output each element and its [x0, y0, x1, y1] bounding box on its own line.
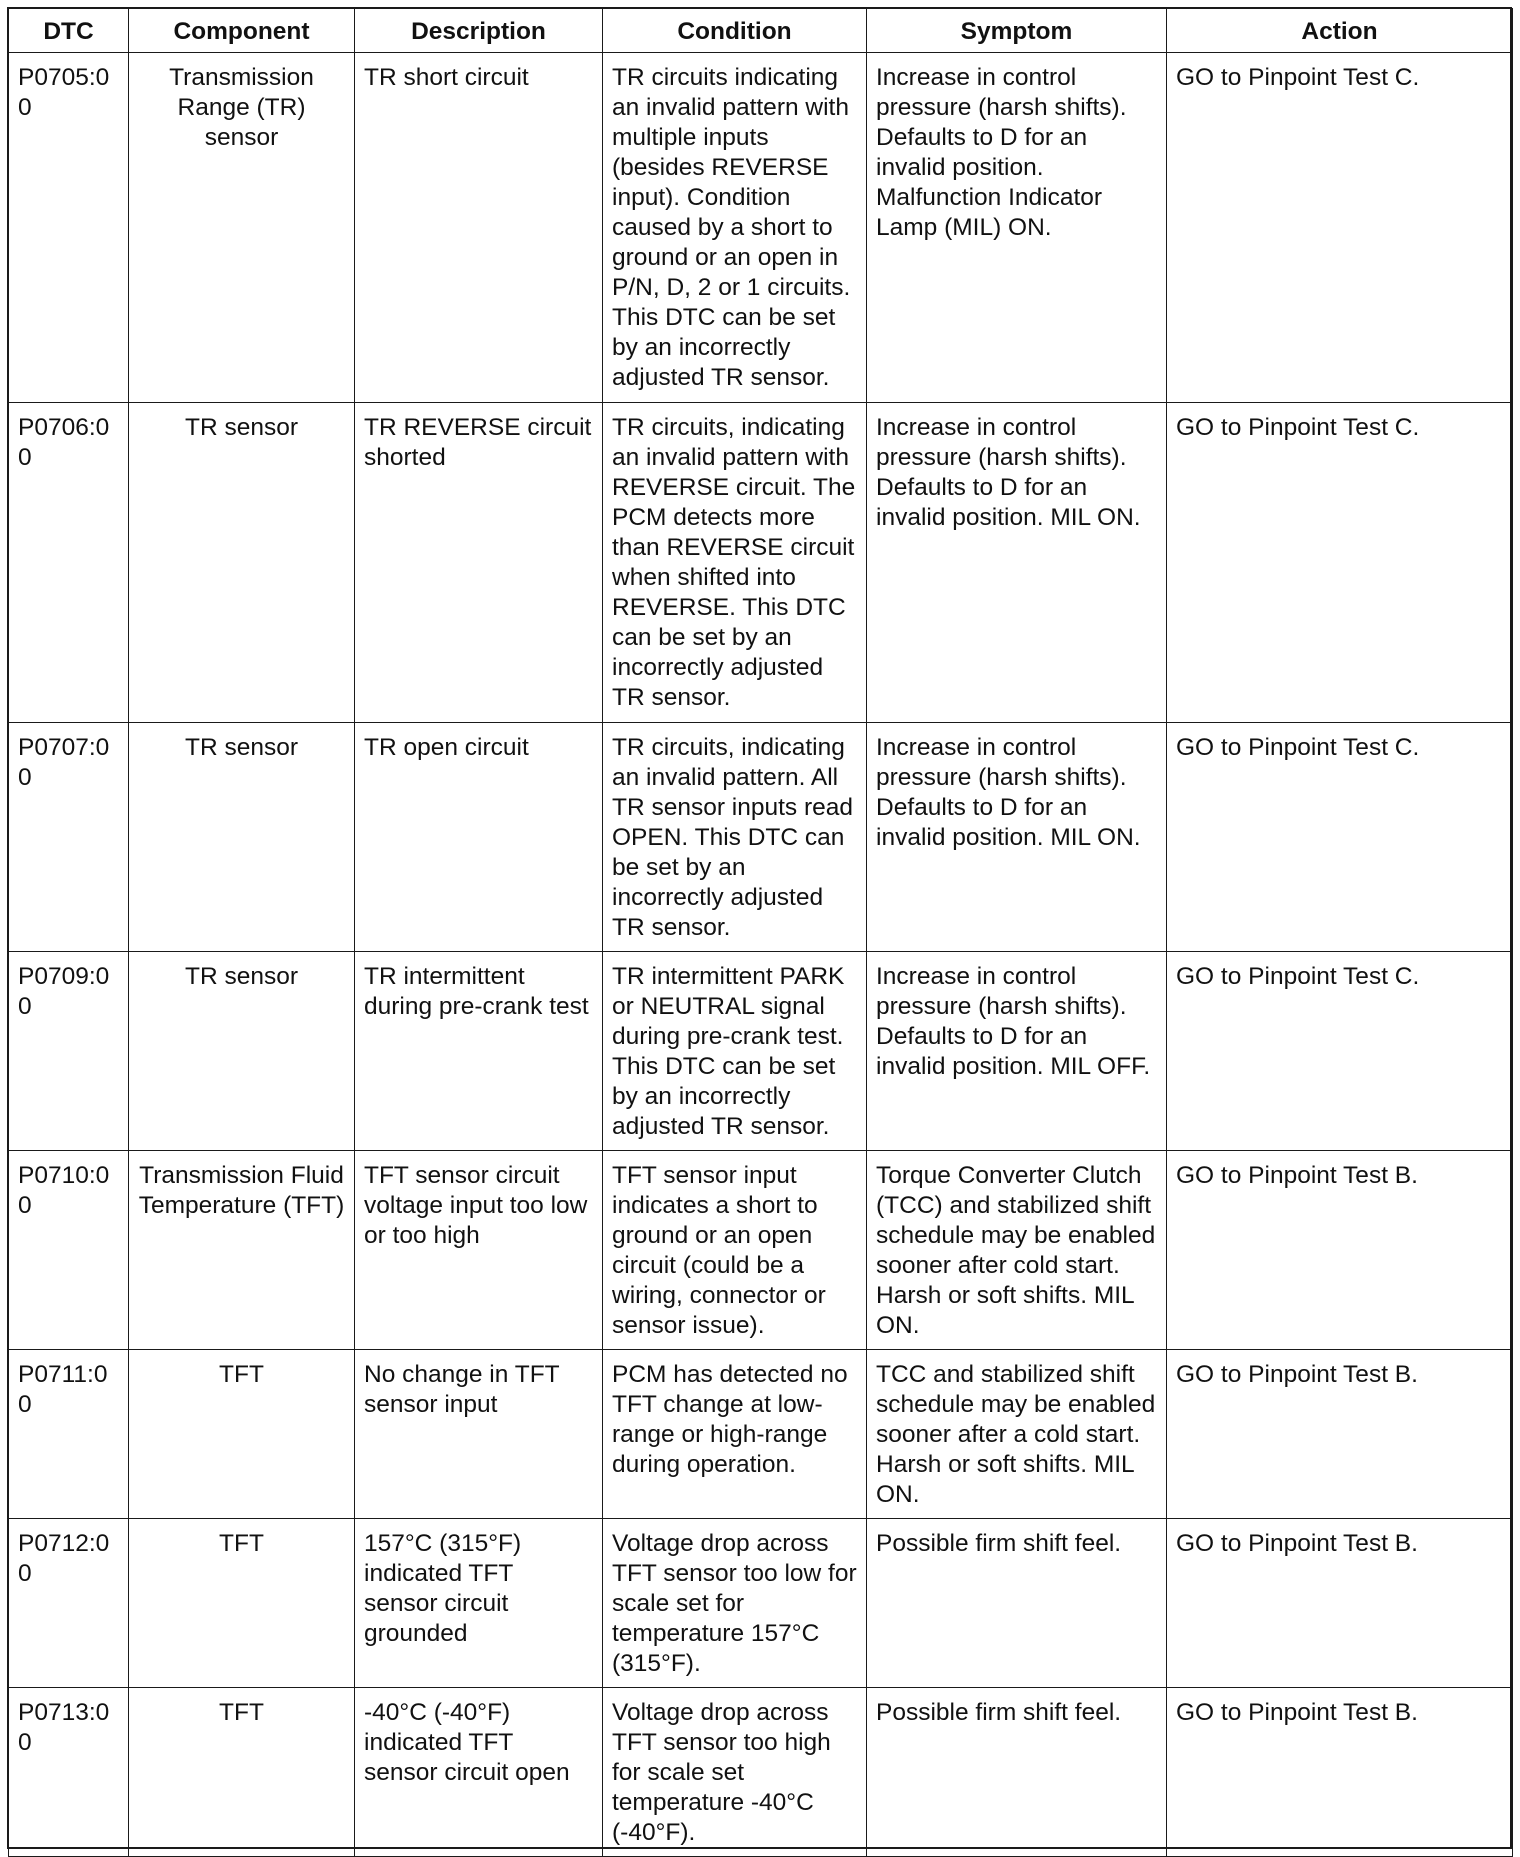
- cell-description: TR REVERSE circuit shorted: [355, 403, 603, 723]
- header-symptom: Symptom: [867, 9, 1167, 53]
- table-row: [9, 1151, 1513, 1350]
- cell-component: TR sensor: [129, 403, 355, 723]
- header-description: Description: [355, 9, 603, 53]
- cell-condition: Voltage drop across TFT sensor too low for scale set for temperature 157°C (315°F).: [603, 1519, 867, 1688]
- cell-action: GO to Pinpoint Test B.: [1167, 1519, 1513, 1688]
- cell-description: TR intermittent during pre-crank test: [355, 952, 603, 1151]
- cell-description: TR short circuit: [355, 53, 603, 403]
- cell-description: 157°C (315°F) indicated TFT sensor circuit grounded: [355, 1519, 603, 1688]
- cell-dtc: P0711:00: [9, 1350, 129, 1519]
- cell-action: GO to Pinpoint Test C.: [1167, 403, 1513, 723]
- cell-dtc: P0712:00: [9, 1519, 129, 1688]
- table-row: [9, 1688, 1513, 1857]
- header-dtc: DTC: [9, 9, 129, 53]
- cell-description: TR open circuit: [355, 723, 603, 952]
- cell-condition: TFT sensor input indicates a short to ground or an open circuit (could be a wiring, connector or sensor issue).: [603, 1151, 867, 1350]
- cell-action: GO to Pinpoint Test B.: [1167, 1151, 1513, 1350]
- cell-condition: TR circuits, indicating an invalid pattern. All TR sensor inputs read OPEN. This DTC can be set by an incorrectly adjusted TR sensor.: [603, 723, 867, 952]
- cell-condition: PCM has detected no TFT change at low-range or high-range during operation.: [603, 1350, 867, 1519]
- cell-dtc: P0707:00: [9, 723, 129, 952]
- cell-action: GO to Pinpoint Test C.: [1167, 53, 1513, 403]
- cell-symptom: Increase in control pressure (harsh shifts). Defaults to D for an invalid position. MIL ON.: [867, 403, 1167, 723]
- cell-component: TR sensor: [129, 952, 355, 1151]
- cell-action: GO to Pinpoint Test B.: [1167, 1350, 1513, 1519]
- header-row: [9, 9, 1513, 53]
- cell-symptom: Torque Converter Clutch (TCC) and stabilized shift schedule may be enabled sooner after cold start. Harsh or soft shifts. MIL ON.: [867, 1151, 1167, 1350]
- cell-description: TFT sensor circuit voltage input too low or too high: [355, 1151, 603, 1350]
- header-action: Action: [1167, 9, 1513, 53]
- cell-condition: TR circuits indicating an invalid pattern with multiple inputs (besides REVERSE input). Condition caused by a short to ground or an open in P/N, D, 2 or 1 circuits. This DTC can be set by an incorrectly adjusted TR sensor.: [603, 53, 867, 403]
- header-component: Component: [129, 9, 355, 53]
- cell-condition: Voltage drop across TFT sensor too high for scale set temperature -40°C (-40°F).: [603, 1688, 867, 1857]
- cell-component: Transmission Fluid Temperature (TFT): [129, 1151, 355, 1350]
- table-row: [9, 403, 1513, 723]
- cell-component: TFT: [129, 1688, 355, 1857]
- cell-symptom: Possible firm shift feel.: [867, 1519, 1167, 1688]
- cell-description: No change in TFT sensor input: [355, 1350, 603, 1519]
- cell-symptom: Increase in control pressure (harsh shifts). Defaults to D for an invalid position. Malfunction Indicator Lamp (MIL) ON.: [867, 53, 1167, 403]
- cell-action: GO to Pinpoint Test C.: [1167, 952, 1513, 1151]
- cell-dtc: P0713:00: [9, 1688, 129, 1857]
- cell-dtc: P0706:00: [9, 403, 129, 723]
- header-condition: Condition: [603, 9, 867, 53]
- cell-symptom: Possible firm shift feel.: [867, 1688, 1167, 1857]
- table-row: [9, 952, 1513, 1151]
- cell-dtc: P0709:00: [9, 952, 129, 1151]
- cell-description: -40°C (-40°F) indicated TFT sensor circuit open: [355, 1688, 603, 1857]
- cell-symptom: Increase in control pressure (harsh shifts). Defaults to D for an invalid position. MIL OFF.: [867, 952, 1167, 1151]
- cell-action: GO to Pinpoint Test B.: [1167, 1688, 1513, 1857]
- cell-dtc: P0710:00: [9, 1151, 129, 1350]
- cell-component: Transmission Range (TR) sensor: [129, 53, 355, 403]
- cell-symptom: Increase in control pressure (harsh shifts). Defaults to D for an invalid position. MIL ON.: [867, 723, 1167, 952]
- cell-component: TFT: [129, 1519, 355, 1688]
- cell-symptom: TCC and stabilized shift schedule may be enabled sooner after a cold start. Harsh or soft shifts. MIL ON.: [867, 1350, 1167, 1519]
- table-row: [9, 1519, 1513, 1688]
- cell-component: TFT: [129, 1350, 355, 1519]
- cell-dtc: P0705:00: [9, 53, 129, 403]
- cell-condition: TR intermittent PARK or NEUTRAL signal during pre-crank test. This DTC can be set by an incorrectly adjusted TR sensor.: [603, 952, 867, 1151]
- cell-condition: TR circuits, indicating an invalid pattern with REVERSE circuit. The PCM detects more than REVERSE circuit when shifted into REVERSE. This DTC can be set by an incorrectly adjusted TR sensor.: [603, 403, 867, 723]
- dtc-table: [8, 8, 1513, 1857]
- table-row: [9, 53, 1513, 403]
- cell-action: GO to Pinpoint Test C.: [1167, 723, 1513, 952]
- table-row: [9, 1350, 1513, 1519]
- table-row: [9, 723, 1513, 952]
- cell-component: TR sensor: [129, 723, 355, 952]
